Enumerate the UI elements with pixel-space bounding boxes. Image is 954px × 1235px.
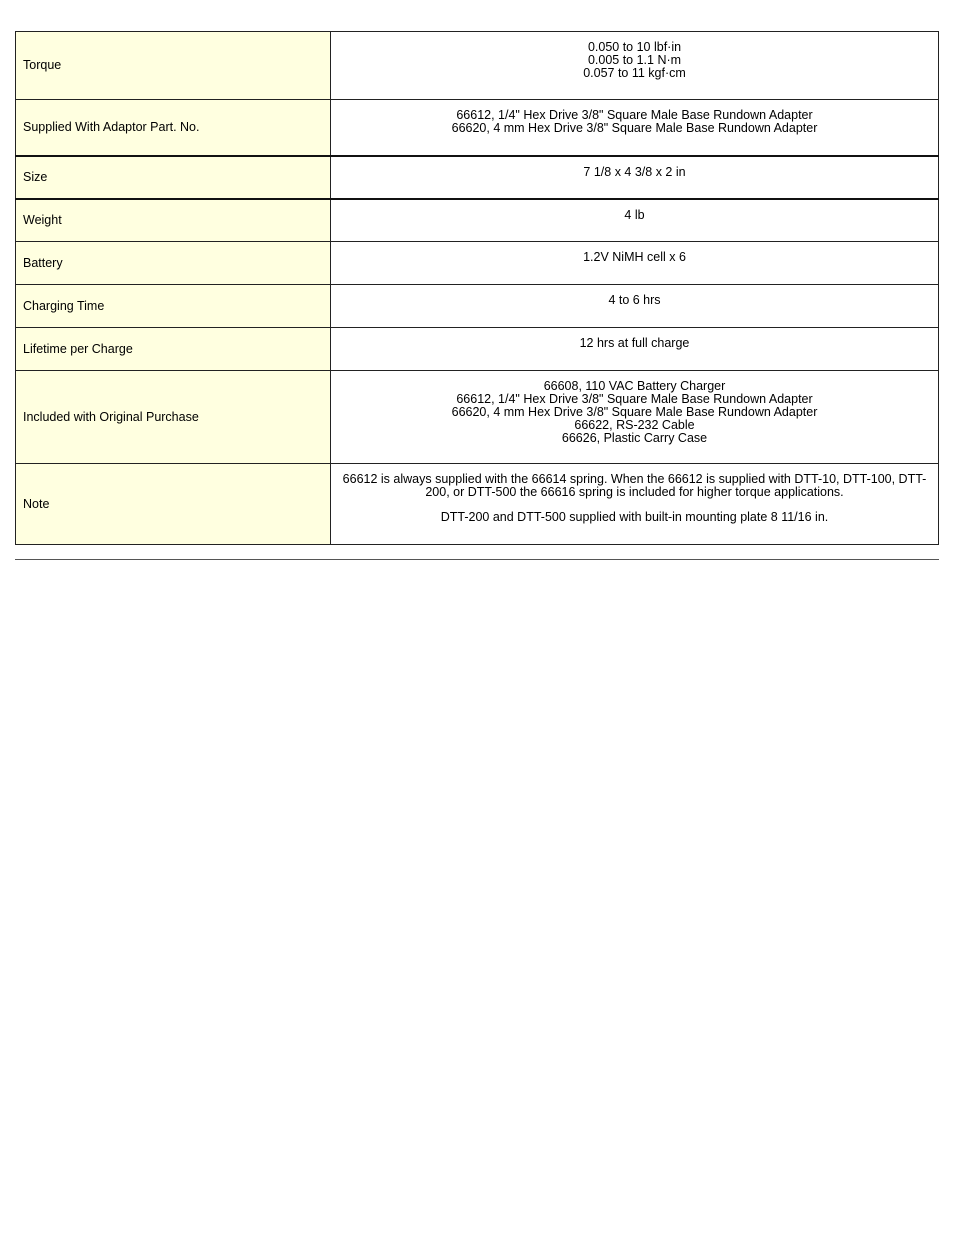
spec-value-line: 66620, 4 mm Hex Drive 3/8" Square Male Base Rundown Adapter: [451, 121, 818, 135]
spec-value: [331, 371, 939, 464]
spec-value-line: 4 to 6 hrs: [608, 293, 661, 307]
spec-value-line: 4 lb: [624, 207, 645, 222]
spec-value: [331, 285, 939, 328]
spec-label: Supplied With Adaptor Part. No.: [16, 100, 331, 156]
table-row-note: [16, 464, 939, 545]
spec-value-line: 66620, 4 mm Hex Drive 3/8" Square Male Base Rundown Adapter: [451, 405, 818, 419]
spec-label: Weight: [16, 199, 331, 242]
spec-value: [331, 32, 939, 100]
spec-value-line: 66626, Plastic Carry Case: [561, 431, 708, 445]
spec-value-line: 66612, 1/4" Hex Drive 3/8" Square Male Base Rundown Adapter: [456, 108, 813, 122]
table-row-torque: [16, 32, 939, 100]
spec-value: [331, 199, 939, 242]
spec-value-line: 66612, 1/4" Hex Drive 3/8" Square Male Base Rundown Adapter: [456, 392, 813, 406]
spec-label: Included with Original Purchase: [16, 371, 331, 464]
spec-label: Torque: [16, 32, 331, 100]
spec-label: Battery: [16, 242, 331, 285]
table-row-adaptor: [16, 100, 939, 156]
spec-value-line: 0.050 to 10 lbf·in: [587, 40, 682, 54]
spec-value-line: 12 hrs at full charge: [579, 336, 690, 350]
table-row-size: [16, 156, 939, 199]
spec-label: Size: [16, 156, 331, 199]
spec-value-line: 0.057 to 11 kgf·cm: [583, 66, 686, 80]
spec-label: Lifetime per Charge: [16, 328, 331, 371]
spec-value: [331, 156, 939, 199]
spec-value-line: 0.005 to 1.1 N·m: [587, 53, 682, 67]
note-paragraph: 66612 is always supplied with the 66614 spring. When the 66612 is supplied with DTT-10, DTT-100, DTT-200, or DTT-500 the 66616 spring is included for higher torque applications.: [342, 472, 927, 499]
spec-value: [331, 464, 939, 545]
note-paragraph: DTT-200 and DTT-500 supplied with built-in mounting plate 8 11/16 in.: [440, 510, 829, 524]
spec-value: [331, 328, 939, 371]
table-row-included: [16, 371, 939, 464]
specifications-table: [15, 31, 939, 545]
spec-value-line: 7 1/8 x 4 3/8 x 2 in: [583, 164, 686, 179]
table-row-battery: [16, 242, 939, 285]
table-row-charging-time: [16, 285, 939, 328]
spec-value-line: 66608, 110 VAC Battery Charger: [543, 379, 726, 393]
spec-label: Note: [16, 464, 331, 545]
horizontal-divider: [15, 559, 939, 560]
spec-value: [331, 100, 939, 156]
table-row-weight: [16, 199, 939, 242]
spec-value-line: 66622, RS-232 Cable: [574, 418, 695, 432]
spec-value-line: 1.2V NiMH cell x 6: [583, 250, 686, 264]
spec-label: Charging Time: [16, 285, 331, 328]
spec-value: [331, 242, 939, 285]
table-row-lifetime: [16, 328, 939, 371]
